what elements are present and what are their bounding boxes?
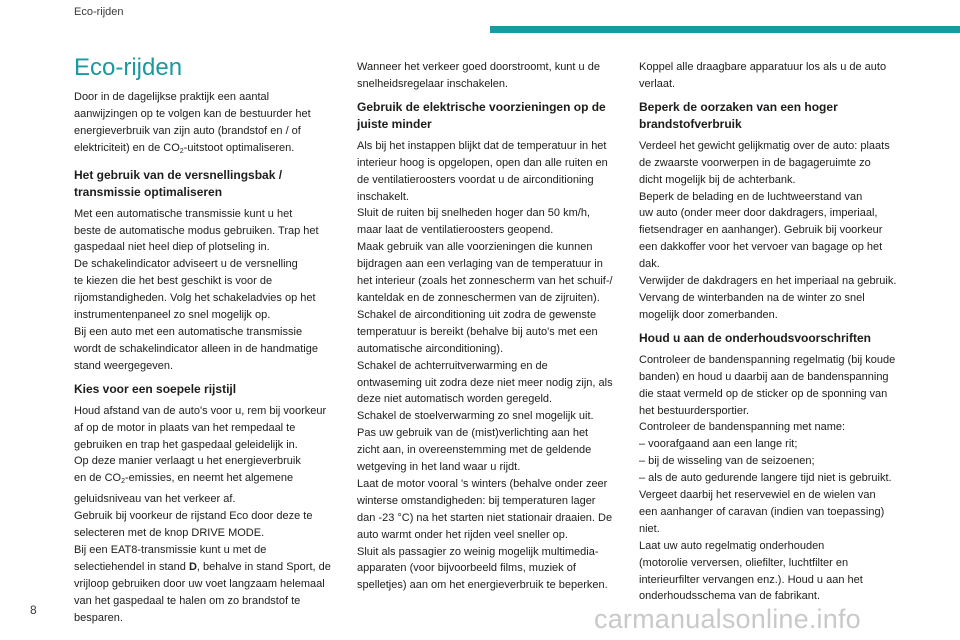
text-line: en de CO — [74, 472, 122, 485]
column-1 — [74, 53, 340, 626]
text-line: Verwijder de dakdragers en het imperiaal na gebruik. — [639, 275, 897, 288]
text-line: onderhoudsschema van de fabrikant. — [639, 590, 821, 603]
text-line: het interieur (zoals het zonnescherm van het schuif-/ — [357, 275, 613, 288]
text-line: dak. — [639, 258, 660, 271]
running-head-title: Eco-rijden — [74, 6, 124, 18]
heading-smooth-driving: Kies voor een soepele rijstijl — [74, 381, 237, 396]
text-line: Sluit de ruiten bij snelheden hoger dan 50 km/h, — [357, 207, 590, 220]
text-line: gaspedaal niet heel diep of plotseling in. — [74, 241, 270, 254]
text-line: Laat de motor vooral 's winters (behalve onder zeer — [357, 477, 608, 490]
page-number: 8 — [30, 603, 37, 617]
text-line: Schakel de achterruitverwarming en de — [357, 359, 548, 372]
heading-maintenance: Houd u aan de onderhoudsvoorschriften — [639, 330, 872, 345]
text-line: wordt de schakelindicator alleen in de handmatige — [74, 342, 318, 355]
heading-line: transmissie optimaliseren — [74, 184, 223, 199]
text-line: niet. — [639, 522, 660, 535]
list-item: – als de auto gedurende langere tijd niet is gebruikt. — [639, 472, 892, 485]
intro-line-end: -uitstoot optimaliseren. — [183, 141, 295, 154]
intro-paragraph — [74, 89, 340, 161]
text-line: een dakkoffer voor het vervoer van bagage op het — [639, 241, 883, 254]
text-line: Controleer de bandenspanning regelmatig (bij koude — [639, 353, 896, 366]
text-line: winterse omstandigheden: bij temperaturen lager — [357, 494, 596, 507]
text-line: banden) en houd u daarbij aan de bandenspanning — [639, 370, 889, 383]
text-line: Bij een EAT8-transmissie kunt u met de — [74, 543, 267, 556]
text-line: geluidsniveau van het verkeer af. — [74, 493, 236, 506]
text-line-end: -emissies, en neemt het algemene — [125, 472, 294, 485]
intro-line: elektriciteit) en de CO — [74, 141, 180, 154]
intro-line: aanwijzingen op te volgen kan de bestuurder het — [74, 107, 311, 120]
text-line: beste de automatische modus gebruiken. Trap het — [74, 224, 319, 237]
maintenance-paragraph — [639, 352, 905, 606]
text-line: verlaat. — [639, 77, 676, 90]
text-line: interieur hoog is opgelopen, open dan alle ruiten en — [357, 156, 608, 169]
text-line: een aanhanger of caravan (indien van toepassing) — [639, 505, 885, 518]
gearbox-paragraph — [74, 206, 340, 375]
text-line: interieurfilter vervangen enz.). Houd u aan het — [639, 573, 863, 586]
text-line: gebruiken en trap het gaspedaal geleidelijk in. — [74, 438, 298, 451]
text-line: Met een automatische transmissie kunt u het — [74, 207, 293, 220]
text-line: automatische airconditioning). — [357, 342, 504, 355]
heading-line: Beperk de oorzaken van een hoger — [639, 99, 838, 114]
intro-line: Door in de dagelijkse praktijk een aantal — [74, 91, 270, 103]
text-line: maar laat de ventilatieroosters geopend. — [357, 224, 554, 237]
intro-line: energieverbruik van zijn auto (brandstof en / of — [74, 124, 301, 137]
heading-line: Het gebruik van de versnellingsbak / — [74, 167, 283, 182]
text-line: te kiezen die het best geschikt is voor de — [74, 275, 273, 288]
text-line: wetgeving in het land waar u rijdt. — [357, 461, 521, 474]
text-line: de ventilatieroosters voordat u de airconditioning — [357, 173, 594, 186]
list-item: – voorafgaand aan een lange rit; — [639, 438, 798, 451]
text-line: uw auto (onder meer door dakdragers, imperiaal, — [639, 207, 878, 220]
header-accent-bar — [490, 26, 960, 33]
text-line: selectiehendel in stand — [74, 560, 189, 573]
electrical-paragraph — [357, 138, 623, 594]
heading-line: juiste minder — [357, 116, 432, 131]
cruise-control-paragraph — [357, 59, 623, 93]
text-line: Beperk de belading en de luchtweerstand van — [639, 190, 863, 203]
text-line: ontwaseming uit zodra deze niet meer nodig zijn, als — [357, 376, 613, 389]
column-2 — [357, 59, 623, 594]
text-line: Sluit als passagier zo weinig mogelijk multimedia- — [357, 545, 599, 558]
text-line: spelletjes) aan om het energieverbruik te beperken. — [357, 579, 608, 592]
heading-electrical — [357, 99, 623, 133]
text-line-end: , behalve in stand Sport, de — [196, 560, 331, 573]
text-line: dan -23 °C) na het starten niet stationair draaien. De — [357, 511, 613, 524]
text-line: Verdeel het gewicht gelijkmatig over de auto: plaats — [639, 139, 890, 152]
co2-subscript: 2 — [179, 147, 184, 155]
text-line: snelheidsregelaar inschakelen. — [357, 77, 509, 90]
text-line: Als bij het instappen blijkt dat de temperatuur in het — [357, 139, 607, 152]
text-line: Schakel de stoelverwarming zo snel mogelijk uit. — [357, 410, 594, 423]
text-line: De schakelindicator adviseert u de versnelling — [74, 258, 298, 271]
text-line: instrumentenpaneel zo snel mogelijk op. — [74, 309, 271, 322]
heading-line: brandstofverbruik — [639, 116, 742, 131]
text-line: dicht mogelijk bij de achterbank. — [639, 173, 796, 186]
text-line: kanteldak en de zonneschermen van de zijruiten). — [357, 291, 600, 304]
text-line: selecteren met de knop DRIVE MODE. — [74, 527, 265, 540]
text-line: mogelijk door zomerbanden. — [639, 308, 778, 321]
heading-fuel-consumption — [639, 99, 905, 133]
co2-subscript: 2 — [121, 478, 125, 486]
text-line: Maak gebruik van alle voorzieningen die kunnen — [357, 241, 593, 254]
portable-devices-paragraph — [639, 59, 905, 93]
text-line: rijomstandigheden. Volg het schakeladvies op het — [74, 292, 316, 305]
text-line: Op deze manier verlaagt u het energieverbruik — [74, 455, 301, 468]
text-line: Bij een auto met een automatische transmissie — [74, 325, 303, 338]
page-title: Eco-rijden — [74, 54, 183, 81]
text-line: inschakelt. — [357, 190, 409, 203]
heading-gearbox — [74, 167, 340, 201]
text-line: stand weergegeven. — [74, 359, 174, 372]
text-line: apparaten (voor bijvoorbeeld films, muziek of — [357, 562, 576, 575]
text-line: zicht aan, in overeenstemming met de geldende — [357, 444, 592, 457]
text-line: deze niet automatisch worden geregeld. — [357, 393, 553, 406]
text-line: Koppel alle draagbare apparatuur los als u de auto — [639, 61, 887, 73]
text-line: besparen. — [74, 611, 123, 624]
text-line: Laat uw auto regelmatig onderhouden — [639, 539, 825, 552]
text-line: Gebruik bij voorkeur de rijstand Eco door deze te — [74, 510, 313, 523]
column-3 — [639, 59, 905, 605]
load-paragraph — [639, 138, 905, 324]
text-line: temperatuur is bereikt (behalve bij auto's met een — [357, 325, 598, 338]
smooth-driving-paragraph — [74, 403, 340, 627]
text-line: de zwaarste voorwerpen in de bagageruimte zo — [639, 156, 871, 169]
text-line: Pas uw gebruik van de (mist)verlichting aan het — [357, 427, 589, 440]
text-line: Schakel de airconditioning uit zodra de gewenste — [357, 308, 597, 321]
heading-line: Gebruik de elektrische voorzieningen op de — [357, 99, 606, 114]
text-line: auto warmt onder het rijden veel sneller op. — [357, 528, 568, 541]
text-line: die staat vermeld op de sticker op de sponning van — [639, 387, 888, 400]
text-line: Houd afstand van de auto's voor u, rem bij voorkeur — [74, 404, 327, 417]
text-line: Wanneer het verkeer goed doorstroomt, kunt u de — [357, 61, 600, 73]
list-item: – bij de wisseling van de seizoenen; — [639, 455, 815, 468]
text-line: fietsendrager en aanhanger). Gebruik bij voorkeur — [639, 224, 883, 237]
text-line: bijdragen aan een verlaging van de temperatuur in — [357, 258, 603, 271]
gear-position-d: D — [188, 560, 197, 573]
text-line: van het gaspedaal te halen om zo brandstof te — [74, 594, 301, 607]
text-line: Vervang de winterbanden na de winter zo snel — [639, 291, 865, 304]
text-line: het bestuurdersportier. — [639, 404, 750, 417]
text-line: vrijloop gebruiken door uw voet langzaam helemaal — [74, 577, 325, 590]
text-line: Controleer de bandenspanning met name: — [639, 421, 846, 434]
text-line: Vergeet daarbij het reservewiel en de wielen van — [639, 489, 876, 502]
watermark-text[interactable]: carmanualsonline.info — [594, 604, 861, 634]
text-line: af op de motor in plaats van het rempedaal te — [74, 421, 296, 434]
text-line: (motorolie verversen, oliefilter, luchtfilter en — [639, 556, 849, 569]
